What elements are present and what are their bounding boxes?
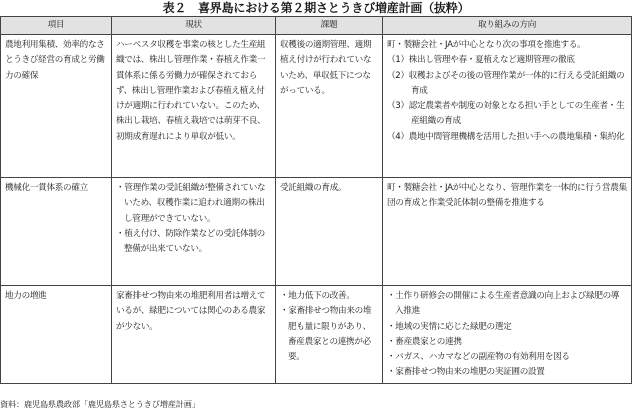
issue-bullet: ・家畜排せつ物由来の堆肥も量に限りがあり、畜産農家との連携が必要。 [280, 306, 372, 363]
direction-item: （4）農地中間管理機構を活用した担い手への農地集積・集約化 [387, 131, 625, 142]
row-item-cell [1, 178, 112, 286]
direction-bullet: ・バガス、ハカマなどの副産物の有効利用を図る [387, 352, 570, 363]
direction-bullet: ・地域の実情に応じた緑肥の選定 [387, 321, 512, 332]
status-text: 家畜排せつ物由来の堆肥利用者は増えているが、緑肥については関心のある農家が少ない。 [116, 291, 266, 332]
table-row [1, 178, 632, 286]
row-item-text: 機械化一貫体系の確立 [5, 183, 88, 193]
row-item-cell [1, 286, 112, 384]
source-note: 資料：鹿児島県農政部「鹿児島県さとうきび増産計画」 [0, 399, 200, 409]
direction-item: （3）認定農業者や制度の対象となる担い手としての生産者・生産組織の育成 [387, 101, 625, 127]
direction-text: 町・製糖会社・JAが中心となり、管理作業を一体的に行う営農集団の育成と作業受託体制の整備を推進する [387, 183, 627, 209]
column-header-issue: 課題 [276, 17, 383, 35]
table-header-row [1, 17, 632, 35]
row-item-text: 地力の増進 [5, 291, 47, 301]
issue-text: 収穫後の適期管理、適期植え付けが行われていないため、単収低下につながっている。 [280, 40, 372, 96]
status-text: ハーベスタ収穫を事業の核とした生産組織では、株出し管理作業・春植え作業一貫体系に係る労働力が確保されておらず、株出し管理作業および春植え植え付けが適期に行われていない。このため、株出し栽培、春植え栽培では萌芽不良、初期成育遅れにより単収が低い。 [116, 40, 266, 142]
row-status-cell [112, 286, 276, 384]
row-issue-cell [276, 286, 383, 384]
row-direction-cell [383, 286, 632, 384]
row-status-cell [112, 35, 276, 178]
column-header-status: 現状 [112, 17, 276, 35]
plan-table [0, 16, 632, 384]
direction-bullet: ・土作り研修会の開催による生産者意識の向上および緑肥の導入推進 [387, 291, 620, 317]
table-row [1, 35, 632, 178]
direction-item: （2）収穫およびその後の管理作業が一体的に行える受託組織の育成 [387, 70, 625, 96]
direction-bullet: ・家畜排せつ物由来の堆肥の実証圃の設置 [387, 367, 545, 378]
column-header-item: 項目 [1, 17, 112, 35]
column-header-direction: 取り組みの方向 [383, 17, 632, 35]
row-direction-cell [383, 178, 632, 286]
direction-bullet: ・畜産農家との連携 [387, 336, 462, 347]
table-row [1, 286, 632, 384]
row-direction-cell [383, 35, 632, 178]
row-item-text: 農地利用集積、効率的なさとうきび経営の育成と労働力の確保 [5, 40, 105, 81]
row-issue-cell [276, 35, 383, 178]
direction-intro: 町・製糖会社・JAが中心となり次の事項を推進する。 [387, 40, 586, 50]
row-item-cell [1, 35, 112, 178]
row-status-cell [112, 178, 276, 286]
issue-bullet: ・地力低下の改善。 [280, 291, 355, 301]
status-bullet: ・植え付け、防除作業などの受託体制の整備が出来ていない。 [116, 228, 265, 255]
table-title: 表２ 喜界島における第２期さとうきび増産計画（抜粋） [162, 1, 470, 15]
direction-item: （1）株出し管理や春・夏植えなど適期管理の徹底 [387, 55, 575, 66]
row-issue-cell [276, 178, 383, 286]
issue-text: 受託組織の育成。 [280, 183, 347, 193]
status-bullet: ・管理作業の受託組織が整備されていないため、収穫作業に追われ適期の株出し管理ができていない。 [116, 183, 266, 224]
